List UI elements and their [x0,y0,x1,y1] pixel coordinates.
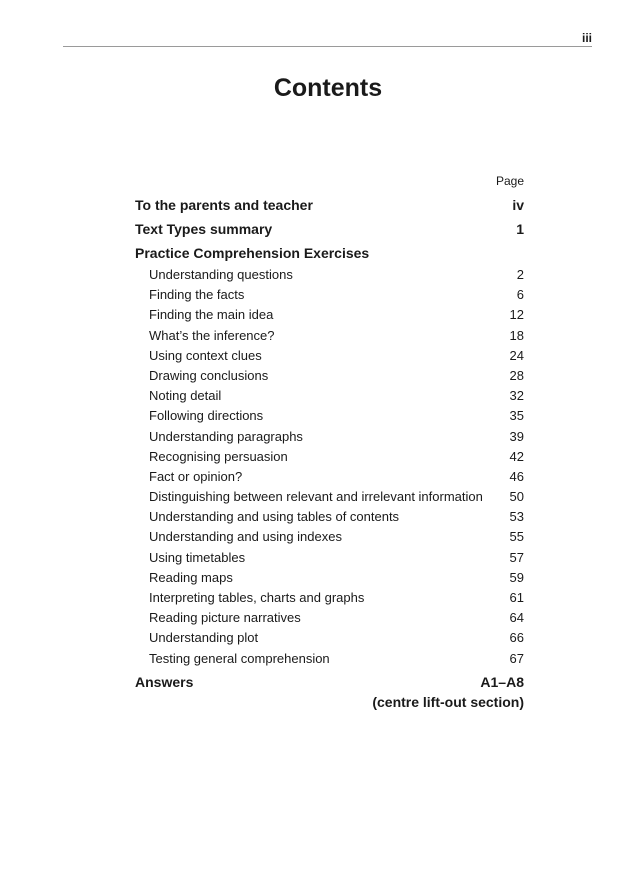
toc-entry-label: Answers [135,673,194,690]
toc-sub-entry [135,527,524,547]
toc-sub-entry [135,568,524,588]
toc-sub-entry-label: Understanding paragraphs [149,428,303,444]
toc-sub-entry [135,285,524,305]
toc-sub-entry [135,548,524,568]
toc-sub-entry-page: 67 [509,650,524,666]
toc-sub-entry [135,305,524,325]
toc-sub-entry-page: 66 [509,630,524,646]
toc-sub-entry-label: Using timetables [149,549,246,565]
toc-sub-entry [135,265,524,285]
toc-sub-entry [135,649,524,669]
page-number: iii [581,31,592,45]
toc-entry-page: iv [512,197,524,213]
page-column-heading: Page [495,174,524,188]
toc-sub-entry-page: 6 [516,287,524,303]
toc-sub-entry-page: 59 [509,569,524,585]
toc-entry-answers [135,672,524,692]
toc-sub-entry [135,507,524,527]
toc-sub-entry-label: Fact or opinion? [149,468,243,484]
toc-entry-label: Text Types summary [135,221,273,237]
toc-sub-entry-page: 42 [509,448,524,464]
toc-sub-entry-page: 55 [509,529,524,545]
toc-sub-entry-label: Distinguishing between relevant and irrelevant information [149,489,483,505]
toc-sub-entry-label: Understanding and using tables of contents [149,509,400,525]
toc-sub-entry [135,467,524,487]
toc-entry-label: To the parents and teacher [135,197,313,213]
toc-sub-entry-page: 2 [516,267,524,282]
toc-sub-entry-label: Understanding questions [149,267,293,282]
toc-sub-entry [135,628,524,648]
toc-entry-practice-exercises [135,241,524,265]
toc-sub-entry-label: What’s the inference? [149,327,275,343]
toc-sub-entry-page: 64 [509,610,524,626]
toc-entry-label: Practice Comprehension Exercises [135,245,370,261]
toc-sub-entry-label: Noting detail [149,388,222,404]
toc-sub-entry-label: Reading maps [149,569,233,585]
toc-sub-entry-label: Interpreting tables, charts and graphs [149,590,365,605]
toc-sub-entry-label: Following directions [149,408,264,424]
toc-sub-entry-page: 35 [509,408,524,424]
page-title: Contents [273,74,383,102]
toc-sub-entry-label: Reading picture narratives [149,610,301,626]
toc-sub-entry [135,346,524,366]
header-rule [63,46,592,47]
toc-sub-entry-label: Understanding plot [149,630,259,646]
toc-sub-entry-page: 32 [509,388,524,404]
toc-sub-entry-label: Using context clues [149,347,262,363]
toc-sub-entry-page: 46 [509,468,524,484]
toc-entry-page: 1 [516,221,524,237]
toc-sub-entry-label: Finding the main idea [149,307,274,323]
toc-sub-entries [135,265,524,669]
toc-entry-text-types [135,217,524,241]
toc-sub-entry-page: 28 [509,367,524,383]
toc-sub-entry [135,447,524,467]
toc-sub-entry-page: 18 [509,327,524,343]
toc-sub-entry [135,588,524,608]
toc-sub-entry [135,366,524,386]
toc-sub-entry-page: 57 [509,549,524,565]
answers-note: (centre lift-out section) [372,693,524,710]
toc-sub-entry-page: 53 [509,509,524,525]
toc-entry-parents-teacher [135,193,524,217]
toc-sub-entry [135,406,524,426]
table-of-contents [135,172,524,712]
toc-sub-entry [135,427,524,447]
toc-sub-entry-page: 50 [509,489,524,505]
toc-sub-entry-label: Understanding and using indexes [149,529,342,545]
toc-entry-page: A1–A8 [480,673,524,690]
toc-sub-entry-page: 61 [509,590,524,605]
toc-sub-entry-page: 24 [509,347,524,363]
toc-sub-entry-page: 12 [509,307,524,323]
toc-sub-entry [135,608,524,628]
toc-sub-entry-page: 39 [509,428,524,444]
toc-sub-entry-label: Testing general comprehension [149,650,330,666]
toc-sub-entry [135,326,524,346]
toc-sub-entry [135,386,524,406]
toc-sub-entry-label: Finding the facts [149,287,245,303]
toc-sub-entry [135,487,524,507]
toc-sub-entry-label: Recognising persuasion [149,448,288,464]
toc-sub-entry-label: Drawing conclusions [149,367,269,383]
